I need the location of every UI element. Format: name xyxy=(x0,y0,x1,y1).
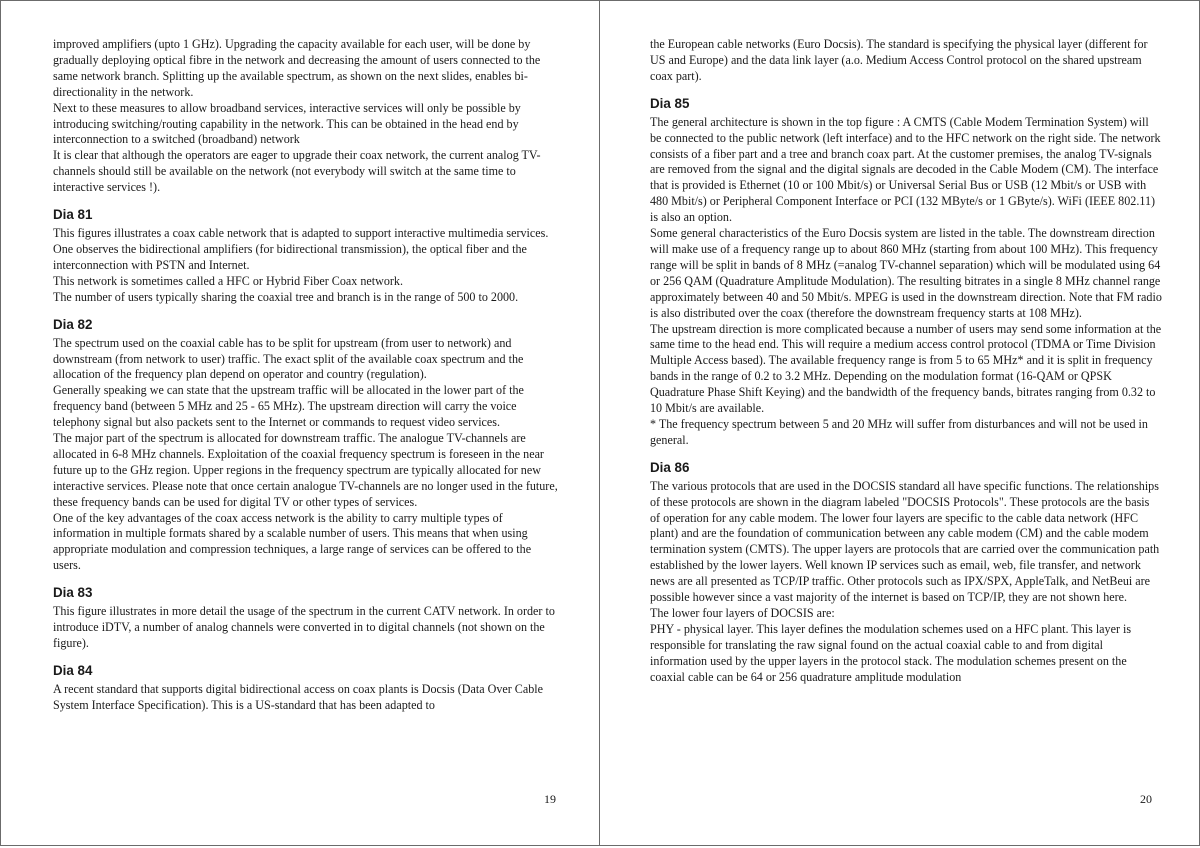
right-page xyxy=(600,0,1200,846)
paragraph: This network is sometimes called a HFC or Hybrid Fiber Coax network. xyxy=(53,273,403,288)
paragraph: improved amplifiers (upto 1 GHz). Upgrading the capacity available for each user, will be done by gradually deploying optical fibre in the network and decreasing the amount of users connected to the same network branch. Splitting up the available spectrum, as shown on the next slides, enables bi-directionality in the network. xyxy=(53,37,541,99)
paragraph: Some general characteristics of the Euro Docsis system are listed in the table. The downstream direction will make use of a frequency range up to about 860 MHz (starting from about 100 MHz). This frequency range will be split in bands of 8 MHz (=analog TV-channel separation) which will be modulated using 64 or 256 QAM (Quadrature Amplitude Modulation). The resulting bitrates in a single 8 MHz channel range approximately between 40 and 50 Mbit/s. MPEG is used in the downstream direction. Note that FM radio is also distributed over the coax (therefore the downstream frequency starts at 108 MHz). xyxy=(650,226,1162,320)
left-page-content xyxy=(53,37,558,714)
paragraph: The upstream direction is more complicated because a number of users may send some information at the same time to the head end. This will require a medium access control protocol (TDMA or Time Division Multiple Access based). The available frequency range is from 5 to 65 MHz* and it is split in frequency bands in the range of 0.2 to 3.2 MHz. Depending on the modulation format (16-QAM or QPSK Quadrature Phase Shift Keying) and the bandwidth of the frequency bands, bitrates ranging from 0.32 to 10 Mbit/s are available. xyxy=(650,321,1162,416)
paragraph: The spectrum used on the coaxial cable has to be split for upstream (from user to network) and downstream (from network to user) traffic. The exact split of the available coax spectrum and the allocation of the frequency plan depend on operator and country (regulation). xyxy=(53,335,524,382)
section-heading: Dia 83 xyxy=(53,585,93,601)
page-number: 20 xyxy=(1140,792,1152,806)
section-heading: Dia 84 xyxy=(53,662,93,678)
paragraph: A recent standard that supports digital bidirectional access on coax plants is Docsis (Data Over Cable System Interface Specification). This is a US-standard that has been adapted to xyxy=(53,681,543,712)
paragraph: The lower four layers of DOCSIS are: xyxy=(650,606,835,620)
paragraph: The major part of the spectrum is allocated for downstream traffic. The analogue TV-channels are allocated in 6-8 MHz channels. Exploitation of the coaxial frequency spectrum is foreseen in the near future up to the GHz region. Upper regions in the frequency spectrum are typically allocated for new interactive services. Please note that once certain analogue TV-channels are no longer used in the future, these frequency bands can be used for digital TV or other types of services. xyxy=(53,431,558,509)
paragraph: The number of users typically sharing the coaxial tree and branch is in the range of 500 to 2000. xyxy=(53,289,519,304)
paragraph: It is clear that although the operators are eager to upgrade their coax network, the current analog TV-channels should still be available on the network (not everybody will switch at the same time to interactive services !). xyxy=(53,148,541,195)
right-page-content xyxy=(650,37,1162,686)
paragraph: Generally speaking we can state that the upstream traffic will be allocated in the lower part of the frequency band (between 5 MHz and 25 - 65 MHz). The upstream direction will carry the voice telephony signal but also packets sent to the Internet or commands to request video services. xyxy=(53,383,524,430)
paragraph: This figures illustrates a coax cable network that is adapted to support interactive multimedia services. One observes the bidirectional amplifiers (for bidirectional transmission), the optical fiber and the interconnection with PSTN and Internet. xyxy=(53,226,549,272)
section-heading: Dia 82 xyxy=(53,316,93,332)
paragraph: the European cable networks (Euro Docsis). The standard is specifying the physical layer (different for US and Europe) and the data link layer (a.o. Medium Access Control protocol on the shared upstream coax part). xyxy=(650,37,1148,83)
paragraph: The general architecture is shown in the top figure : A CMTS (Cable Modem Termination System) will be connected to the public network (left interface) and to the HFC network on the right side. The network consists of a fiber part and a tree and branch coax part. At the customer premises, the analog TV-signals are removed from the signal and the digital signals are decoded in the Cable Modem (CM). The interface that is provided is Ethernet (10 or 100 Mbit/s) or Universal Serial Bus or USB (12 Mbit/s or USB with 480 Mbit/s) or Peripheral Component Interface or PCI (132 MByte/s or 1 GByte/s). WiFi (IEEE 802.11) is also an option. xyxy=(650,114,1161,225)
paragraph: One of the key advantages of the coax access network is the ability to carry multiple types of information in multiple formats shared by a scalable number of users. This means that when using appropriate modulation and compression techniques, a large range of services can be offered to the users. xyxy=(53,510,532,573)
paragraph: Next to these measures to allow broadband services, interactive services will only be possible by introducing switching/routing capability in the network. This can be obtained in the head end by interconnection to a switched (broadband) network xyxy=(53,100,521,147)
section-heading: Dia 81 xyxy=(53,207,93,223)
page-number: 19 xyxy=(544,792,556,806)
section-heading: Dia 86 xyxy=(650,459,690,475)
paragraph: The various protocols that are used in the DOCSIS standard all have specific functions. The relationships of these protocols are shown in the diagram labeled "DOCSIS Protocols". These protocols are the basis of operation for any cable modem. The lower four layers are specific to the cable data network (HFC plant) and are the foundation of communication between any cable modem (CM) and the cable modem termination system (CMTS). The upper layers are protocols that are carried over the communication path established by the lower layers. Well known IP services such as email, web, file transfer, and network news are all presented as TCP/IP traffic. Other protocols such as IPX/SPX, AppleTalk, and NetBeui are possible however since a vast majority of the internet is based on TCP/IP, they are not shown here. xyxy=(650,478,1160,605)
paragraph: PHY - physical layer. This layer defines the modulation schemes used on a HFC plant. This layer is responsible for translating the raw signal found on the actual coaxial cable to and from digital information used by the upper layers in the protocol stack. The modulation schemes present on the coaxial cable can be 64 or 256 quadrature amplitude modulation xyxy=(650,621,1132,684)
left-page xyxy=(0,0,600,846)
paragraph: * The frequency spectrum between 5 and 20 MHz will suffer from disturbances and will not be used in general. xyxy=(650,416,1148,447)
section-heading: Dia 85 xyxy=(650,95,690,111)
paragraph: This figure illustrates in more detail the usage of the spectrum in the current CATV network. In order to introduce iDTV, a number of analog channels were converted in to digital channels (not shown on the figure). xyxy=(53,604,555,650)
